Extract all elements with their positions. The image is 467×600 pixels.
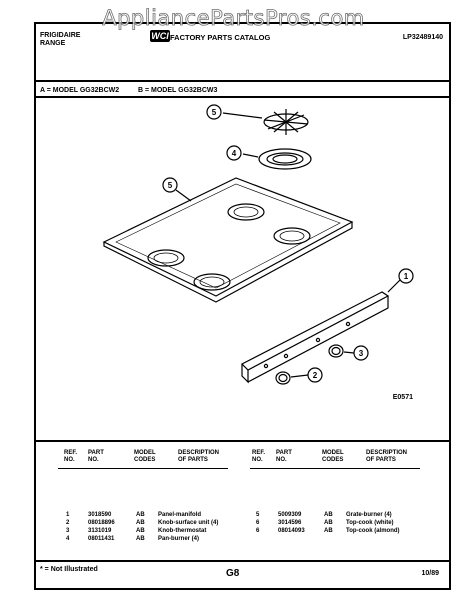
col-header-model (134, 450, 156, 464)
cell-part: 08018896 (88, 520, 115, 526)
table-row (256, 520, 259, 527)
cell-part: 3014596 (278, 520, 302, 526)
header-line: OF PARTS (366, 457, 396, 463)
catalog-title: FACTORY PARTS CATALOG (170, 33, 271, 42)
header-line: CODES (322, 457, 344, 463)
header-line: REF. (252, 450, 266, 456)
table-top-rule (36, 440, 449, 442)
doc-number: LP32489140 (402, 34, 443, 41)
header-line: DESCRIPTION (178, 450, 220, 456)
cell-part: 3018590 (88, 512, 112, 518)
model-b: B = MODEL GG32BCW3 (138, 87, 218, 94)
table-header-rule-right (250, 468, 420, 469)
cell-ref: 1 (66, 512, 70, 518)
figure-code: E0571 (392, 394, 413, 401)
footer-rule (36, 560, 449, 562)
cell-part: 08014093 (278, 528, 305, 534)
cell-desc: Pan-burner (4) (158, 536, 200, 542)
callout-label: 5 (167, 181, 173, 190)
table-row (66, 528, 69, 535)
thermostat-knob (329, 345, 343, 357)
cell-part: 08011431 (88, 536, 115, 542)
col-header-model-right (322, 450, 344, 464)
header-line: PART (276, 450, 292, 456)
table-row (66, 536, 69, 543)
cell-ref: 2 (66, 520, 70, 526)
brand-line-2: RANGE (40, 40, 66, 47)
cell-codes: AB (136, 528, 145, 534)
table-row (66, 520, 69, 527)
col-header-part (88, 450, 104, 464)
revision-date: 10/89 (421, 570, 439, 577)
callout-label: 1 (403, 272, 409, 281)
burner-pan (259, 149, 311, 169)
cell-desc: Grate-burner (4) (346, 512, 392, 518)
cell-ref: 3 (66, 528, 70, 534)
watermark: AppliancePartsPros.com (102, 6, 365, 30)
header-line: MODEL (134, 450, 156, 456)
brand-line-1: FRIGIDAIRE (40, 32, 81, 39)
not-illustrated-note: * = Not Illustrated (40, 566, 98, 573)
callout-label: 3 (358, 349, 364, 358)
cell-ref: 6 (256, 528, 260, 534)
cooktop (104, 178, 352, 302)
header-line: NO. (276, 457, 287, 463)
cell-ref: 6 (256, 520, 260, 526)
callout-label: 4 (231, 149, 237, 158)
cell-codes: AB (136, 536, 145, 542)
col-header-desc-right (366, 450, 407, 464)
cell-ref: 5 (256, 512, 260, 518)
page-number: G8 (226, 568, 240, 579)
cell-desc: Knob-thermostat (158, 528, 207, 534)
table-row (66, 512, 69, 519)
header-line: OF PARTS (178, 457, 208, 463)
cell-codes: AB (324, 512, 333, 518)
model-a: A = MODEL GG32BCW2 (40, 87, 120, 94)
callout-label: 2 (312, 371, 318, 380)
cell-ref: 4 (66, 536, 70, 542)
parts-diagram (36, 96, 446, 406)
cell-part: 5009309 (278, 512, 302, 518)
brand (40, 32, 80, 48)
header-line: REF. (64, 450, 78, 456)
header-line: MODEL (322, 450, 344, 456)
header-line: CODES (134, 457, 156, 463)
cell-codes: AB (324, 520, 333, 526)
cell-desc: Knob-surface unit (4) (158, 520, 219, 526)
callout-label: 5 (211, 108, 217, 117)
table-row (256, 528, 259, 535)
table-row (256, 512, 259, 519)
header-line: NO. (88, 457, 99, 463)
header-rule (36, 80, 449, 82)
col-header-ref (64, 450, 77, 464)
table-header-rule (58, 468, 228, 469)
header-line: PART (88, 450, 104, 456)
surface-knob (276, 372, 290, 384)
cell-codes: AB (324, 528, 333, 534)
cell-desc: Panel-manifold (158, 512, 202, 518)
col-header-desc (178, 450, 219, 464)
header-line: DESCRIPTION (366, 450, 408, 456)
wci-logo: WCI (151, 31, 169, 41)
cell-desc: Top-cook (white) (346, 520, 394, 526)
col-header-ref-right (252, 450, 265, 464)
header-line: NO. (64, 457, 75, 463)
header-line: NO. (252, 457, 263, 463)
cell-part: 3131019 (88, 528, 112, 534)
cell-codes: AB (136, 512, 145, 518)
cell-codes: AB (136, 520, 145, 526)
col-header-part-right (276, 450, 292, 464)
cell-desc: Top-cook (almond) (346, 528, 400, 534)
burner-grate (264, 109, 308, 135)
